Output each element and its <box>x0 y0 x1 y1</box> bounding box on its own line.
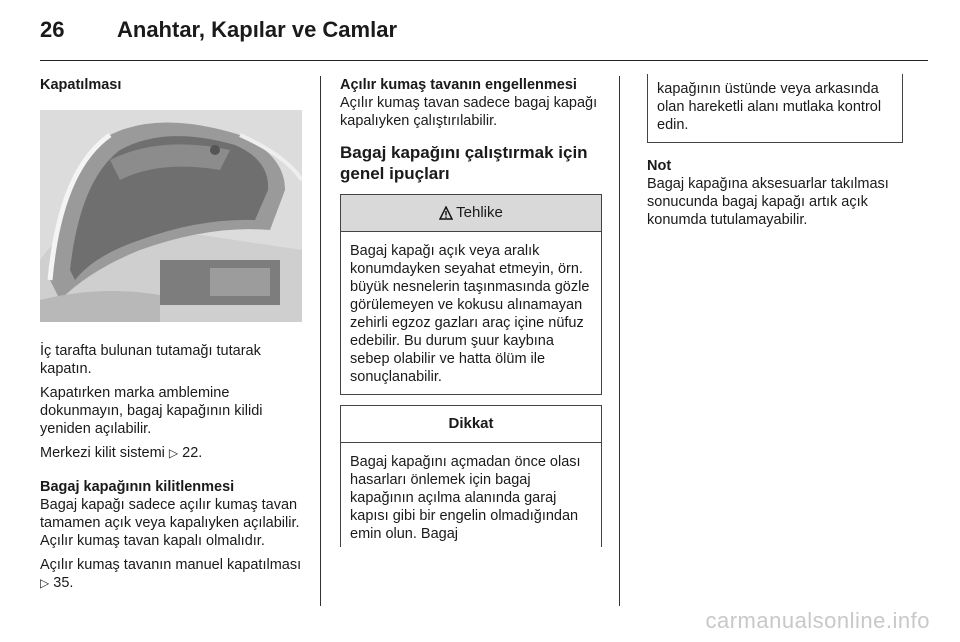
page-number: 26 <box>40 17 65 42</box>
danger-title: Tehlike <box>456 204 503 221</box>
warning-triangle-icon <box>439 206 453 220</box>
caution-body: Bagaj kapağını açmadan önce olası hasarları önlemek için bagaj kapağının açılma alanında garaj kapısı gibi bir engelin olmadığından emin olun. Bagaj <box>350 454 581 542</box>
section-title: Bagaj kapağını çalıştırmak için genel ipuçları <box>340 143 588 183</box>
page-ref-arrow-icon: ▷ <box>168 446 179 460</box>
roof-block-text: Açılır kumaş tavan sadece bagaj kapağı kapalıyken çalıştırılabilir. <box>340 95 598 129</box>
caution-title: Dikkat <box>341 406 601 443</box>
danger-box-header <box>341 195 601 232</box>
note-heading: Not <box>647 158 672 174</box>
column-divider-2 <box>619 76 620 606</box>
trunk-lid-photo <box>40 110 302 322</box>
watermark: carmanualsonline.info <box>705 608 930 633</box>
chapter-title: Anahtar, Kapılar ve Camlar <box>117 17 398 42</box>
column-divider-1 <box>320 76 321 606</box>
locking-text: Bagaj kapağı sadece açılır kumaş tavan tamamen açık veya kapalıyken açılabilir. Açılır kumaş tavan kapalı olmalıdır. <box>40 497 300 549</box>
central-lock-ref: Merkezi kilit sistemi ▷ 22. <box>40 445 203 461</box>
danger-body: Bagaj kapağı açık veya aralık konumdayken seyahat etmeyin, örn. büyük nesnelerin taşınmasında gözle görülemeyen ve kokusu alınamayan zehirli egzoz gazları araç içine nüfuz edebilir. Bu durum şuur kaybına sebep olabilir ve hatta ölüm ile sonuçlanabilir. <box>350 243 590 385</box>
roof-block-heading: Açılır kumaş tavanın engellenmesi <box>340 77 577 93</box>
emblem-warning: Kapatırken marka amblemine dokunmayın, bagaj kapağının kilidi yeniden açılabilir. <box>40 385 263 437</box>
column-2 <box>340 76 602 547</box>
danger-box <box>340 194 602 395</box>
locking-heading: Bagaj kapağının kilitlenmesi <box>40 479 235 495</box>
column-3 <box>647 76 907 235</box>
closing-instruction: İç tarafta bulunan tutamağı tutarak kapatın. <box>40 343 261 377</box>
column-1 <box>40 76 306 598</box>
manual-close-ref: Açılır kumaş tavanın manuel kapatılması ▷ 35. <box>40 557 302 591</box>
page-ref-arrow-icon: ▷ <box>40 576 50 590</box>
caution-box-continued: kapağının üstünde veya arkasında olan hareketli alanı mutlaka kontrol edin. <box>647 74 903 143</box>
closing-heading: Kapatılması <box>40 77 122 93</box>
note-body: Bagaj kapağına aksesuarlar takılması sonucunda bagaj kapağı artık açık konumda tutulamayabilir. <box>647 176 889 228</box>
caution-box <box>340 405 602 547</box>
header-rule <box>40 60 928 61</box>
